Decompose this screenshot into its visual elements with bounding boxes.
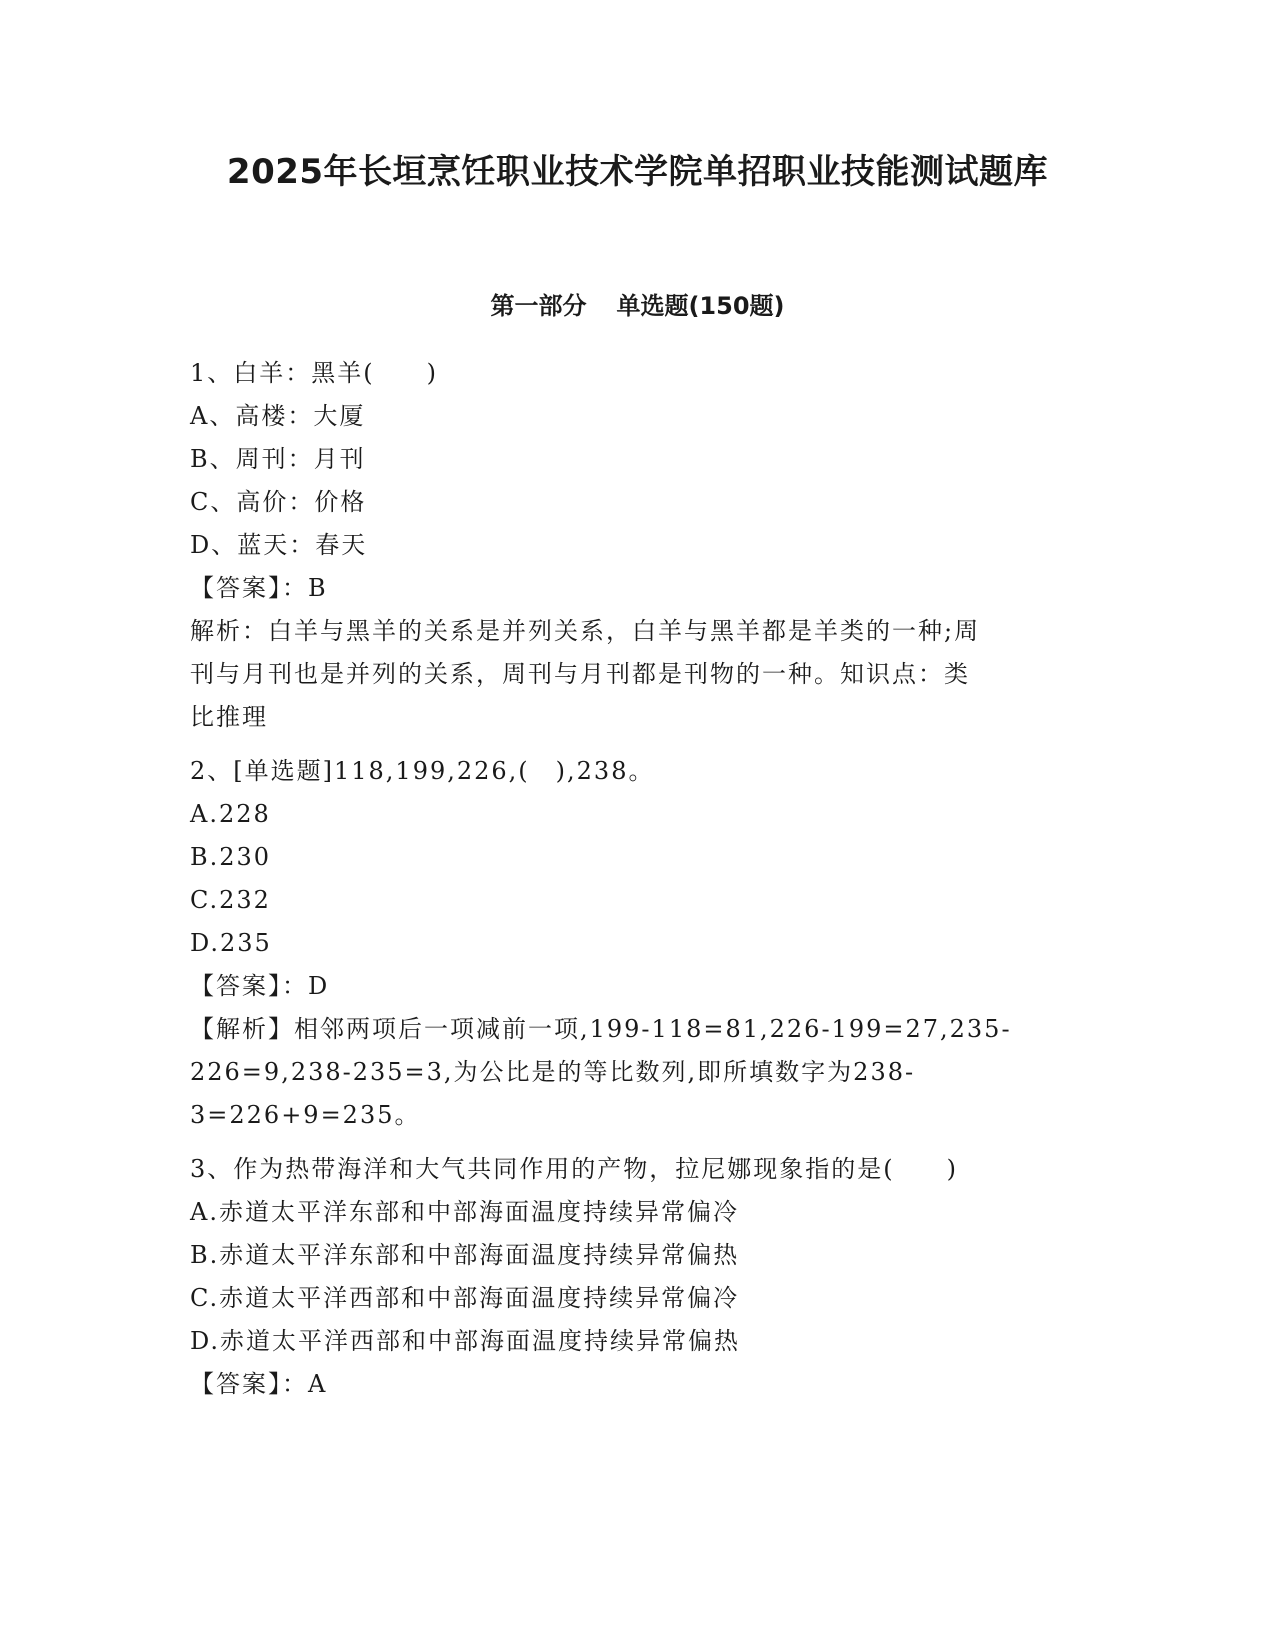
analysis-line: 226=9,238-235=3,为公比是的等比数列,即所填数字为238-	[190, 1058, 916, 1086]
answer-line: 【答案】：B	[190, 574, 328, 602]
option-c: C.232	[190, 886, 271, 914]
option-d: D.235	[190, 929, 272, 957]
question-list	[190, 352, 1070, 1406]
option-b: B.赤道太平洋东部和中部海面温度持续异常偏热	[190, 1241, 740, 1269]
answer-line: 【答案】：D	[190, 972, 330, 1000]
option-b: B.230	[190, 843, 272, 871]
option-a: A.228	[190, 800, 271, 828]
option-b: B、周刊：月刊	[190, 445, 366, 473]
question-1	[190, 352, 1070, 739]
answer-line: 【答案】：A	[190, 1370, 328, 1398]
question-stem: 1、白羊：黑羊( )	[190, 359, 438, 387]
question-stem: 2、[单选题]118,199,226,( ),238。	[190, 757, 655, 785]
option-a: A.赤道太平洋东部和中部海面温度持续异常偏冷	[190, 1198, 739, 1226]
analysis-line: 【解析】相邻两项后一项减前一项,199-118=81,226-199=27,235-	[190, 1015, 1012, 1043]
analysis-line: 比推理	[190, 703, 268, 731]
option-c: C.赤道太平洋西部和中部海面温度持续异常偏冷	[190, 1284, 740, 1312]
option-d: D、蓝天：春天	[190, 531, 368, 559]
option-d: D.赤道太平洋西部和中部海面温度持续异常偏热	[190, 1327, 741, 1355]
section-part: 第一部分	[490, 292, 587, 320]
analysis-line: 刊与月刊也是并列的关系，周刊与月刊都是刊物的一种。知识点：类	[190, 660, 970, 688]
option-c: C、高价：价格	[190, 488, 367, 516]
section-name: 单选题(150题)	[616, 292, 785, 320]
analysis-line: 3=226+9=235。	[190, 1101, 421, 1129]
question-3	[190, 1148, 1070, 1406]
question-stem: 3、作为热带海洋和大气共同作用的产物，拉尼娜现象指的是( )	[190, 1155, 958, 1183]
analysis-line: 解析：白羊与黑羊的关系是并列关系，白羊与黑羊都是羊类的一种;周	[190, 617, 981, 645]
document-title: 2025年长垣烹饪职业技术学院单招职业技能测试题库	[226, 152, 1049, 192]
option-a: A、高楼：大厦	[190, 402, 366, 430]
section-heading	[0, 290, 1275, 322]
question-2	[190, 750, 1070, 1137]
